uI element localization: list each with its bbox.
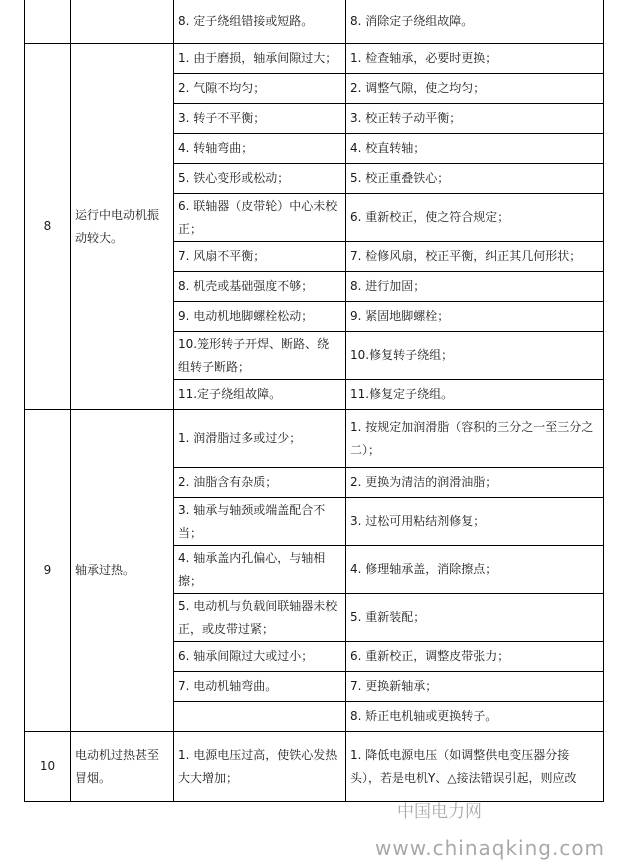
table-row [25, 0, 604, 44]
fault-table-body [25, 0, 604, 802]
fault-cause: 7. 风扇不平衡； [174, 242, 346, 272]
fault-cause [174, 702, 346, 732]
fault-cause: 2. 气隙不均匀； [174, 74, 346, 104]
fault-remedy: 6. 重新校正，使之符合规定； [346, 194, 604, 242]
fault-remedy: 11.修复定子绕组。 [346, 380, 604, 410]
fault-remedy: 1. 按规定加润滑脂（容积的三分之一至三分之二）； [346, 410, 604, 468]
table-row [25, 410, 604, 468]
fault-cause: 9. 电动机地脚螺栓松动； [174, 302, 346, 332]
fault-cause: 4. 轴承盖内孔偏心，与轴相擦； [174, 546, 346, 594]
fault-cause: 10.笼形转子开焊、断路、绕组转子断路； [174, 332, 346, 380]
table-row [25, 44, 604, 74]
fault-remedy: 8. 进行加固； [346, 272, 604, 302]
fault-cause: 3. 轴承与轴颈或端盖配合不当； [174, 498, 346, 546]
fault-cause: 1. 由于磨损，轴承间隙过大； [174, 44, 346, 74]
fault-symptom: 电动机过热甚至冒烟。 [71, 732, 174, 802]
fault-cause: 5. 电动机与负载间联轴器未校正，或皮带过紧； [174, 594, 346, 642]
fault-remedy: 3. 过松可用粘结剂修复； [346, 498, 604, 546]
fault-cause: 8. 机壳或基础强度不够； [174, 272, 346, 302]
fault-remedy: 2. 调整气隙，使之均匀； [346, 74, 604, 104]
fault-number: 9 [25, 410, 71, 732]
fault-cause: 6. 轴承间隙过大或过小； [174, 642, 346, 672]
fault-cause: 5. 铁心变形或松动； [174, 164, 346, 194]
fault-cause: 4. 转轴弯曲； [174, 134, 346, 164]
fault-number: 8 [25, 44, 71, 410]
fault-cause: 8. 定子绕组错接或短路。 [174, 0, 346, 44]
fault-cause: 2. 油脂含有杂质； [174, 468, 346, 498]
fault-cause: 6. 联轴器（皮带轮）中心未校正； [174, 194, 346, 242]
fault-remedy: 7. 检修风扇，校正平衡，纠正其几何形状； [346, 242, 604, 272]
table-row [25, 732, 604, 802]
fault-cause: 3. 转子不平衡； [174, 104, 346, 134]
fault-number [25, 0, 71, 44]
watermark-url: www.chinaqking.com [375, 836, 606, 860]
fault-cause: 1. 润滑脂过多或过少； [174, 410, 346, 468]
fault-table [24, 0, 604, 802]
fault-remedy: 10.修复转子绕组； [346, 332, 604, 380]
fault-remedy: 8. 矫正电机轴或更换转子。 [346, 702, 604, 732]
fault-number: 10 [25, 732, 71, 802]
fault-symptom [71, 0, 174, 44]
fault-remedy: 6. 重新校正，调整皮带张力； [346, 642, 604, 672]
fault-cause: 7. 电动机轴弯曲。 [174, 672, 346, 702]
fault-remedy: 1. 降低电源电压（如调整供电变压器分接头），若是电机Y、△接法错误引起，则应改 [346, 732, 604, 802]
watermark-logo: 中国电力网 [397, 802, 482, 822]
fault-cause: 1. 电源电压过高，使铁心发热大大增加； [174, 732, 346, 802]
fault-symptom: 轴承过热。 [71, 410, 174, 732]
fault-remedy: 3. 校正转子动平衡； [346, 104, 604, 134]
fault-remedy: 2. 更换为清洁的润滑油脂； [346, 468, 604, 498]
fault-remedy: 8. 消除定子绕组故障。 [346, 0, 604, 44]
fault-remedy: 4. 修理轴承盖，消除擦点； [346, 546, 604, 594]
fault-remedy: 7. 更换新轴承； [346, 672, 604, 702]
fault-remedy: 4. 校直转轴； [346, 134, 604, 164]
fault-remedy: 1. 检查轴承，必要时更换； [346, 44, 604, 74]
fault-remedy: 5. 校正重叠铁心； [346, 164, 604, 194]
fault-remedy: 9. 紧固地脚螺栓； [346, 302, 604, 332]
fault-remedy: 5. 重新装配； [346, 594, 604, 642]
fault-cause: 11.定子绕组故障。 [174, 380, 346, 410]
fault-symptom: 运行中电动机振动较大。 [71, 44, 174, 410]
